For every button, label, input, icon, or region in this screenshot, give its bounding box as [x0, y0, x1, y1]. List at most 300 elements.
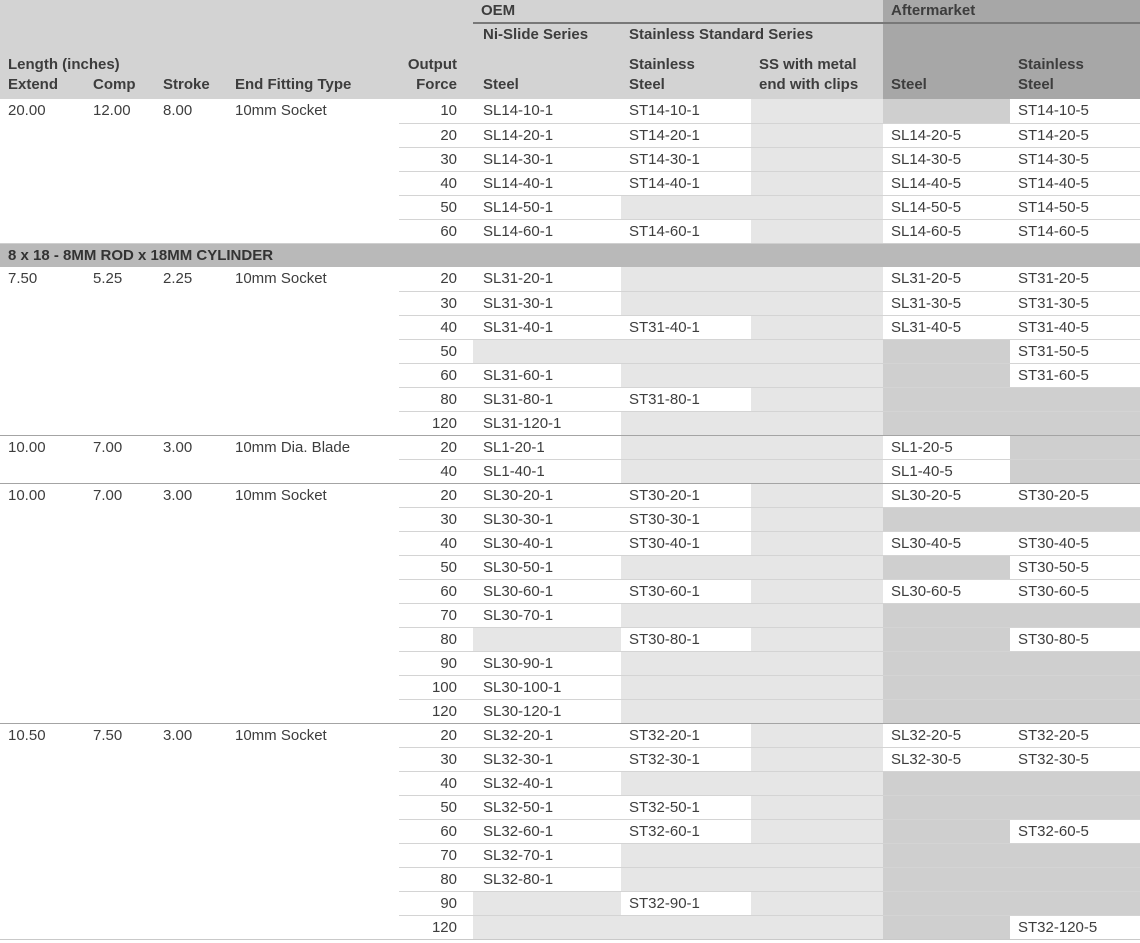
- cell-extend: [0, 699, 85, 723]
- table-row: [0, 579, 1140, 603]
- cell-comp: [85, 387, 155, 411]
- length-subcolumns: [0, 75, 227, 95]
- cell-extend: [0, 531, 85, 555]
- cell-aftermarket-steel-part: SL14-30-5: [883, 147, 1010, 171]
- cell-aftermarket-steel-part: [883, 507, 1010, 531]
- cell-stroke: [155, 867, 227, 891]
- cell-stroke: [155, 507, 227, 531]
- cell-stroke: 8.00: [155, 99, 227, 123]
- cell-stroke: [155, 195, 227, 219]
- cell-extend: [0, 843, 85, 867]
- table-row: [0, 459, 1140, 483]
- cell-oem-stainless-part: ST31-40-1: [621, 315, 751, 339]
- cell-ss-clips-part: [751, 915, 883, 939]
- cell-end-fitting: [227, 627, 399, 651]
- cell-aftermarket-stainless-part: [1010, 387, 1140, 411]
- cell-end-fitting: [227, 891, 399, 915]
- cell-oem-stainless-part: [621, 699, 751, 723]
- cell-comp: [85, 699, 155, 723]
- cell-oem-stainless-part: [621, 603, 751, 627]
- cell-ss-clips-part: [751, 771, 883, 795]
- cell-aftermarket-steel-part: SL31-20-5: [883, 267, 1010, 291]
- cell-output-force: 80: [399, 627, 473, 651]
- cell-oem-steel-part: [473, 627, 621, 651]
- cell-aftermarket-steel-part: SL30-20-5: [883, 483, 1010, 507]
- cell-stroke: [155, 843, 227, 867]
- cell-aftermarket-stainless-part: ST31-20-5: [1010, 267, 1140, 291]
- cell-end-fitting: 10mm Socket: [227, 99, 399, 123]
- cell-oem-stainless-part: [621, 915, 751, 939]
- header-spacer: [0, 0, 473, 24]
- cell-aftermarket-stainless-part: [1010, 603, 1140, 627]
- cell-ss-clips-part: [751, 723, 883, 747]
- cell-comp: [85, 819, 155, 843]
- cell-aftermarket-steel-part: [883, 387, 1010, 411]
- cell-comp: [85, 219, 155, 243]
- cell-aftermarket-steel-part: SL14-60-5: [883, 219, 1010, 243]
- cell-stroke: 3.00: [155, 723, 227, 747]
- cell-oem-steel-part: SL30-120-1: [473, 699, 621, 723]
- cell-extend: [0, 819, 85, 843]
- cell-comp: 12.00: [85, 99, 155, 123]
- cell-ss-clips-part: [751, 603, 883, 627]
- cell-end-fitting: [227, 123, 399, 147]
- cell-oem-steel-part: [473, 891, 621, 915]
- cell-oem-steel-part: SL31-120-1: [473, 411, 621, 435]
- cell-oem-steel-part: SL30-50-1: [473, 555, 621, 579]
- cell-end-fitting: [227, 171, 399, 195]
- extend-column-header: Extend: [8, 76, 59, 93]
- cell-output-force: 50: [399, 195, 473, 219]
- cell-aftermarket-steel-part: [883, 771, 1010, 795]
- cell-extend: 7.50: [0, 267, 85, 291]
- table-row: [0, 819, 1140, 843]
- table-row: [0, 99, 1140, 123]
- cell-aftermarket-steel-part: SL31-40-5: [883, 315, 1010, 339]
- cell-oem-steel-part: SL32-40-1: [473, 771, 621, 795]
- cell-ss-clips-part: [751, 843, 883, 867]
- cell-end-fitting: [227, 747, 399, 771]
- cell-oem-steel-part: SL30-70-1: [473, 603, 621, 627]
- cell-extend: [0, 195, 85, 219]
- table-row: [0, 195, 1140, 219]
- cell-comp: [85, 291, 155, 315]
- cell-stroke: 3.00: [155, 483, 227, 507]
- cell-output-force: 50: [399, 555, 473, 579]
- cell-aftermarket-steel-part: [883, 339, 1010, 363]
- cell-end-fitting: [227, 315, 399, 339]
- oem-steel-column-header: Steel: [473, 46, 621, 99]
- cell-oem-stainless-part: ST30-30-1: [621, 507, 751, 531]
- cell-oem-steel-part: SL30-60-1: [473, 579, 621, 603]
- cell-oem-stainless-part: ST32-20-1: [621, 723, 751, 747]
- cell-stroke: [155, 387, 227, 411]
- aftermarket-group-header: Aftermarket: [883, 0, 1140, 24]
- cell-ss-clips-part: [751, 627, 883, 651]
- table-row: [0, 507, 1140, 531]
- cell-oem-stainless-part: [621, 363, 751, 387]
- cell-output-force: 30: [399, 507, 473, 531]
- cell-output-force: 20: [399, 123, 473, 147]
- cell-extend: [0, 915, 85, 939]
- cell-aftermarket-stainless-part: ST31-40-5: [1010, 315, 1140, 339]
- cell-stroke: 2.25: [155, 267, 227, 291]
- cell-aftermarket-stainless-part: ST30-20-5: [1010, 483, 1140, 507]
- cell-ss-clips-part: [751, 867, 883, 891]
- cell-ss-clips-part: [751, 435, 883, 459]
- cell-ss-clips-part: [751, 123, 883, 147]
- length-label: Length (inches): [8, 56, 120, 73]
- end-fitting-column-header: End Fitting Type: [227, 46, 399, 99]
- cell-oem-steel-part: SL14-20-1: [473, 123, 621, 147]
- cell-oem-steel-part: SL30-40-1: [473, 531, 621, 555]
- cell-ss-clips-part: [751, 315, 883, 339]
- cell-stroke: [155, 291, 227, 315]
- cell-aftermarket-steel-part: SL1-40-5: [883, 459, 1010, 483]
- cell-extend: [0, 147, 85, 171]
- cell-oem-stainless-part: ST32-30-1: [621, 747, 751, 771]
- cell-oem-steel-part: SL32-30-1: [473, 747, 621, 771]
- table-row: [0, 291, 1140, 315]
- cell-comp: [85, 507, 155, 531]
- cell-comp: [85, 531, 155, 555]
- cell-ss-clips-part: [751, 147, 883, 171]
- cell-stroke: [155, 459, 227, 483]
- cell-ss-clips-part: [751, 531, 883, 555]
- comp-column-header: Comp: [93, 76, 136, 93]
- cell-oem-stainless-part: ST32-60-1: [621, 819, 751, 843]
- cell-oem-stainless-part: ST30-80-1: [621, 627, 751, 651]
- cell-comp: [85, 675, 155, 699]
- cell-ss-clips-part: [751, 459, 883, 483]
- cell-oem-stainless-part: [621, 435, 751, 459]
- cell-extend: 10.00: [0, 435, 85, 459]
- nislide-series-header: Ni-Slide Series: [473, 24, 621, 46]
- table-body: [0, 99, 1140, 939]
- cell-aftermarket-stainless-part: [1010, 411, 1140, 435]
- cell-aftermarket-steel-part: SL14-40-5: [883, 171, 1010, 195]
- ss-clips-column-header: SS with metal end with clips: [751, 46, 883, 99]
- cell-end-fitting: [227, 411, 399, 435]
- cell-oem-stainless-part: ST32-50-1: [621, 795, 751, 819]
- cell-stroke: [155, 795, 227, 819]
- table-row: [0, 795, 1140, 819]
- cell-aftermarket-stainless-part: ST31-60-5: [1010, 363, 1140, 387]
- cell-oem-steel-part: SL31-40-1: [473, 315, 621, 339]
- table-row: [0, 315, 1140, 339]
- cell-aftermarket-steel-part: [883, 99, 1010, 123]
- cell-ss-clips-part: [751, 747, 883, 771]
- cell-oem-steel-part: SL31-20-1: [473, 267, 621, 291]
- cell-aftermarket-stainless-part: ST32-120-5: [1010, 915, 1140, 939]
- cell-aftermarket-steel-part: SL30-40-5: [883, 531, 1010, 555]
- cell-extend: [0, 867, 85, 891]
- cell-oem-stainless-part: [621, 675, 751, 699]
- cell-comp: 7.50: [85, 723, 155, 747]
- cell-aftermarket-stainless-part: ST30-80-5: [1010, 627, 1140, 651]
- cell-end-fitting: [227, 603, 399, 627]
- cell-oem-steel-part: SL14-50-1: [473, 195, 621, 219]
- cell-comp: [85, 843, 155, 867]
- cell-output-force: 20: [399, 723, 473, 747]
- table-row: [0, 723, 1140, 747]
- cell-extend: [0, 291, 85, 315]
- cell-output-force: 70: [399, 843, 473, 867]
- cell-stroke: [155, 555, 227, 579]
- cell-oem-stainless-part: [621, 843, 751, 867]
- cell-aftermarket-stainless-part: ST14-60-5: [1010, 219, 1140, 243]
- cell-oem-stainless-part: [621, 459, 751, 483]
- header-spacer: [883, 24, 1140, 46]
- cell-end-fitting: 10mm Dia. Blade: [227, 435, 399, 459]
- table-row: [0, 387, 1140, 411]
- cell-aftermarket-stainless-part: ST31-50-5: [1010, 339, 1140, 363]
- cell-extend: [0, 123, 85, 147]
- cell-oem-steel-part: SL31-30-1: [473, 291, 621, 315]
- cell-output-force: 80: [399, 867, 473, 891]
- cell-oem-stainless-part: [621, 411, 751, 435]
- cell-end-fitting: [227, 339, 399, 363]
- cell-oem-stainless-part: ST30-40-1: [621, 531, 751, 555]
- table-row: [0, 915, 1140, 939]
- table-row: [0, 603, 1140, 627]
- cell-extend: [0, 771, 85, 795]
- cell-oem-steel-part: SL32-50-1: [473, 795, 621, 819]
- cell-output-force: 120: [399, 699, 473, 723]
- cell-aftermarket-stainless-part: ST14-40-5: [1010, 171, 1140, 195]
- table-row: [0, 747, 1140, 771]
- table-row: [0, 147, 1140, 171]
- cell-extend: [0, 219, 85, 243]
- cell-end-fitting: [227, 147, 399, 171]
- cell-oem-steel-part: SL32-60-1: [473, 819, 621, 843]
- cell-end-fitting: [227, 795, 399, 819]
- cell-extend: [0, 891, 85, 915]
- table-row: [0, 651, 1140, 675]
- cell-output-force: 10: [399, 99, 473, 123]
- cell-oem-stainless-part: [621, 195, 751, 219]
- cell-aftermarket-steel-part: [883, 603, 1010, 627]
- cell-comp: [85, 411, 155, 435]
- cell-oem-stainless-part: ST14-40-1: [621, 171, 751, 195]
- cell-end-fitting: [227, 291, 399, 315]
- cell-aftermarket-steel-part: SL32-20-5: [883, 723, 1010, 747]
- cell-extend: [0, 555, 85, 579]
- table-row: [0, 675, 1140, 699]
- cell-aftermarket-stainless-part: [1010, 435, 1140, 459]
- cell-oem-stainless-part: ST31-80-1: [621, 387, 751, 411]
- cell-aftermarket-stainless-part: [1010, 507, 1140, 531]
- cell-ss-clips-part: [751, 387, 883, 411]
- cell-end-fitting: [227, 531, 399, 555]
- cell-oem-stainless-part: [621, 771, 751, 795]
- cell-stroke: [155, 363, 227, 387]
- cell-output-force: 40: [399, 771, 473, 795]
- cell-end-fitting: [227, 675, 399, 699]
- cell-oem-stainless-part: [621, 267, 751, 291]
- cell-aftermarket-steel-part: [883, 699, 1010, 723]
- cell-ss-clips-part: [751, 171, 883, 195]
- cell-oem-steel-part: SL30-100-1: [473, 675, 621, 699]
- table-row: [0, 123, 1140, 147]
- cell-oem-steel-part: SL14-60-1: [473, 219, 621, 243]
- cell-output-force: 60: [399, 219, 473, 243]
- cell-aftermarket-stainless-part: ST31-30-5: [1010, 291, 1140, 315]
- cell-stroke: [155, 747, 227, 771]
- cell-ss-clips-part: [751, 651, 883, 675]
- table-row: [0, 627, 1140, 651]
- cell-ss-clips-part: [751, 699, 883, 723]
- cell-ss-clips-part: [751, 291, 883, 315]
- cell-ss-clips-part: [751, 411, 883, 435]
- output-force-column-header: Output Force: [399, 46, 473, 99]
- cell-oem-steel-part: [473, 339, 621, 363]
- cell-aftermarket-steel-part: [883, 867, 1010, 891]
- cell-end-fitting: [227, 387, 399, 411]
- cell-oem-stainless-part: ST14-20-1: [621, 123, 751, 147]
- cell-oem-steel-part: SL32-70-1: [473, 843, 621, 867]
- cell-output-force: 100: [399, 675, 473, 699]
- cell-ss-clips-part: [751, 99, 883, 123]
- cell-stroke: [155, 675, 227, 699]
- cell-extend: [0, 387, 85, 411]
- cell-aftermarket-stainless-part: [1010, 651, 1140, 675]
- cell-aftermarket-steel-part: SL30-60-5: [883, 579, 1010, 603]
- aftermarket-steel-column-header: Steel: [883, 46, 1010, 99]
- cell-oem-stainless-part: [621, 867, 751, 891]
- table-row: [0, 771, 1140, 795]
- cell-ss-clips-part: [751, 195, 883, 219]
- cell-stroke: [155, 411, 227, 435]
- cell-output-force: 20: [399, 483, 473, 507]
- cell-aftermarket-stainless-part: [1010, 843, 1140, 867]
- cell-stroke: [155, 147, 227, 171]
- table-header: [0, 0, 1140, 99]
- cell-output-force: 20: [399, 267, 473, 291]
- cell-aftermarket-stainless-part: ST32-60-5: [1010, 819, 1140, 843]
- cell-aftermarket-steel-part: [883, 363, 1010, 387]
- cell-aftermarket-steel-part: SL14-20-5: [883, 123, 1010, 147]
- cell-aftermarket-steel-part: [883, 891, 1010, 915]
- cell-ss-clips-part: [751, 483, 883, 507]
- cell-comp: 5.25: [85, 267, 155, 291]
- cell-output-force: 30: [399, 747, 473, 771]
- cell-extend: [0, 363, 85, 387]
- cell-aftermarket-steel-part: SL31-30-5: [883, 291, 1010, 315]
- cell-oem-steel-part: SL1-40-1: [473, 459, 621, 483]
- cell-aftermarket-stainless-part: ST32-30-5: [1010, 747, 1140, 771]
- cell-aftermarket-steel-part: SL14-50-5: [883, 195, 1010, 219]
- cell-end-fitting: [227, 507, 399, 531]
- cell-aftermarket-stainless-part: ST14-50-5: [1010, 195, 1140, 219]
- cell-stroke: 3.00: [155, 435, 227, 459]
- cell-end-fitting: 10mm Socket: [227, 723, 399, 747]
- cell-aftermarket-stainless-part: ST14-20-5: [1010, 123, 1140, 147]
- cell-ss-clips-part: [751, 267, 883, 291]
- cell-output-force: 20: [399, 435, 473, 459]
- cell-extend: [0, 579, 85, 603]
- cell-extend: [0, 747, 85, 771]
- cell-extend: 10.00: [0, 483, 85, 507]
- cell-end-fitting: [227, 771, 399, 795]
- cell-extend: [0, 651, 85, 675]
- cell-stroke: [155, 531, 227, 555]
- cell-oem-stainless-part: [621, 291, 751, 315]
- cell-output-force: 60: [399, 579, 473, 603]
- cell-oem-steel-part: SL14-10-1: [473, 99, 621, 123]
- cell-output-force: 40: [399, 531, 473, 555]
- cell-aftermarket-stainless-part: [1010, 459, 1140, 483]
- cell-ss-clips-part: [751, 795, 883, 819]
- cell-extend: [0, 339, 85, 363]
- cell-stroke: [155, 699, 227, 723]
- cell-stroke: [155, 315, 227, 339]
- cell-aftermarket-stainless-part: ST30-50-5: [1010, 555, 1140, 579]
- table-row: [0, 531, 1140, 555]
- header-spacer: [0, 24, 473, 46]
- cell-output-force: 70: [399, 603, 473, 627]
- cell-aftermarket-stainless-part: ST32-20-5: [1010, 723, 1140, 747]
- cell-stroke: [155, 915, 227, 939]
- stroke-column-header: Stroke: [163, 76, 210, 93]
- cell-output-force: 80: [399, 387, 473, 411]
- cell-aftermarket-stainless-part: [1010, 675, 1140, 699]
- stainless-standard-series-header: Stainless Standard Series: [621, 24, 883, 46]
- cell-stroke: [155, 891, 227, 915]
- cell-output-force: 90: [399, 651, 473, 675]
- cell-output-force: 60: [399, 363, 473, 387]
- table-row: [0, 339, 1140, 363]
- cell-oem-steel-part: [473, 915, 621, 939]
- cell-stroke: [155, 123, 227, 147]
- table-row: [0, 891, 1140, 915]
- cell-output-force: 50: [399, 339, 473, 363]
- cell-comp: 7.00: [85, 435, 155, 459]
- cell-oem-stainless-part: [621, 339, 751, 363]
- cell-comp: 7.00: [85, 483, 155, 507]
- table-row: [0, 171, 1140, 195]
- cell-extend: 20.00: [0, 99, 85, 123]
- cell-output-force: 90: [399, 891, 473, 915]
- cell-oem-stainless-part: ST30-20-1: [621, 483, 751, 507]
- cell-output-force: 120: [399, 915, 473, 939]
- table-row: [0, 867, 1140, 891]
- cell-aftermarket-stainless-part: ST14-10-5: [1010, 99, 1140, 123]
- cell-oem-stainless-part: ST30-60-1: [621, 579, 751, 603]
- cell-output-force: 60: [399, 819, 473, 843]
- table-row: [0, 363, 1140, 387]
- cell-oem-steel-part: SL30-20-1: [473, 483, 621, 507]
- cell-comp: [85, 867, 155, 891]
- cell-output-force: 40: [399, 171, 473, 195]
- cell-extend: [0, 459, 85, 483]
- oem-stainless-column-header: Stainless Steel: [621, 46, 751, 99]
- cell-aftermarket-steel-part: [883, 555, 1010, 579]
- cell-ss-clips-part: [751, 339, 883, 363]
- cell-aftermarket-steel-part: [883, 915, 1010, 939]
- cell-oem-stainless-part: [621, 651, 751, 675]
- cell-comp: [85, 891, 155, 915]
- cell-end-fitting: [227, 219, 399, 243]
- cell-output-force: 40: [399, 315, 473, 339]
- cell-end-fitting: [227, 555, 399, 579]
- cell-output-force: 40: [399, 459, 473, 483]
- cell-output-force: 30: [399, 147, 473, 171]
- cell-comp: [85, 195, 155, 219]
- cell-end-fitting: [227, 363, 399, 387]
- cell-output-force: 30: [399, 291, 473, 315]
- cell-comp: [85, 363, 155, 387]
